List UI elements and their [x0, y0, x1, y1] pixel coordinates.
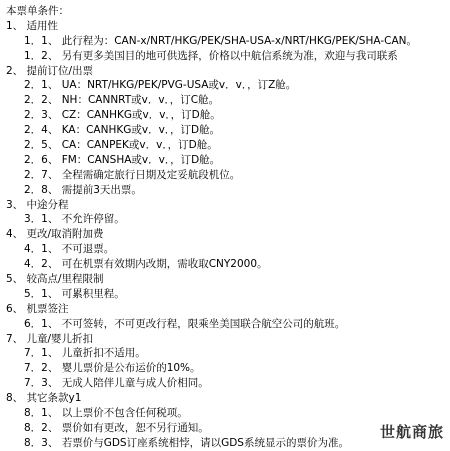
condition-item: 8．1、 以上票价不包含任何税项。 — [24, 407, 188, 420]
condition-item: 2．7、 全程需确定旅行日期及定妥航段机位。 — [24, 168, 241, 181]
condition-item: 2．6、 FM：CANSHA或v．v．，订D舱。 — [24, 153, 221, 166]
section-heading: 8、 其它条款y1 — [6, 392, 82, 405]
condition-item: 4．1、 不可退票。 — [24, 243, 115, 256]
condition-item: 1．1、 此行程为：CAN-x/NRT/HKG/PEK/SHA-USA-x/NRT/HKG/PEK/SHA-CAN。 — [24, 34, 417, 47]
condition-item: 7．2、 婴儿票价是公布运价的10%。 — [24, 362, 201, 375]
condition-item: 7．3、 无成人陪伴儿童与成人价相同。 — [24, 377, 209, 390]
condition-item: 5．1、 可累积里程。 — [24, 287, 125, 300]
section-heading: 6、 机票签注 — [6, 302, 69, 315]
document-title: 本票单条件： — [6, 5, 69, 17]
section-heading: 5、 较高点/里程限制 — [6, 273, 104, 286]
conditions-sections — [6, 19, 450, 451]
condition-item: 8．3、 若票价与GDS订座系统相悖，请以GDS系统显示的票价为准。 — [24, 436, 349, 449]
condition-item: 8．2、 票价如有更改，恕不另行通知。 — [24, 421, 209, 434]
condition-item: 2．3、 CZ：CANHKG或v．v．，订D舱。 — [24, 109, 221, 122]
condition-item: 2．8、 需提前3天出票。 — [24, 183, 142, 196]
ticket-conditions-document — [6, 4, 450, 451]
section-heading: 1、 适用性 — [6, 19, 59, 32]
brand-watermark: 世航商旅 — [379, 423, 444, 441]
condition-item: 4．2、 可在机票有效期内改期，需收取CNY2000。 — [24, 258, 268, 271]
condition-item: 2．2、 NH：CANNRT或v．v．，订C舱。 — [24, 94, 220, 107]
section-heading: 3、 中途分程 — [6, 198, 69, 211]
condition-item: 2．4、 KA：CANHKG或v．v．，订D舱。 — [24, 124, 221, 137]
section-heading: 7、 儿童/婴儿折扣 — [6, 332, 94, 345]
section-heading: 4、 更改/取消附加费 — [6, 228, 104, 241]
condition-item: 6．1、 不可签转，不可更改行程，限乘坐美国联合航空公司的航班。 — [24, 317, 346, 330]
condition-item: 7．1、 儿童折扣不适用。 — [24, 347, 146, 360]
condition-item: 1．2、 另有更多美国目的地可供选择，价格以中航信系统为准，欢迎与我司联系 — [24, 49, 398, 62]
section-heading: 2、 提前订位/出票 — [6, 64, 94, 77]
condition-item: 3．1、 不允许停留。 — [24, 213, 125, 226]
condition-item: 2．1、 UA：NRT/HKG/PEK/PVG-USA或v．v．，订Z舱。 — [24, 79, 297, 92]
condition-item: 2．5、 CA：CANPEK或v．v．，订D舱。 — [24, 139, 218, 152]
